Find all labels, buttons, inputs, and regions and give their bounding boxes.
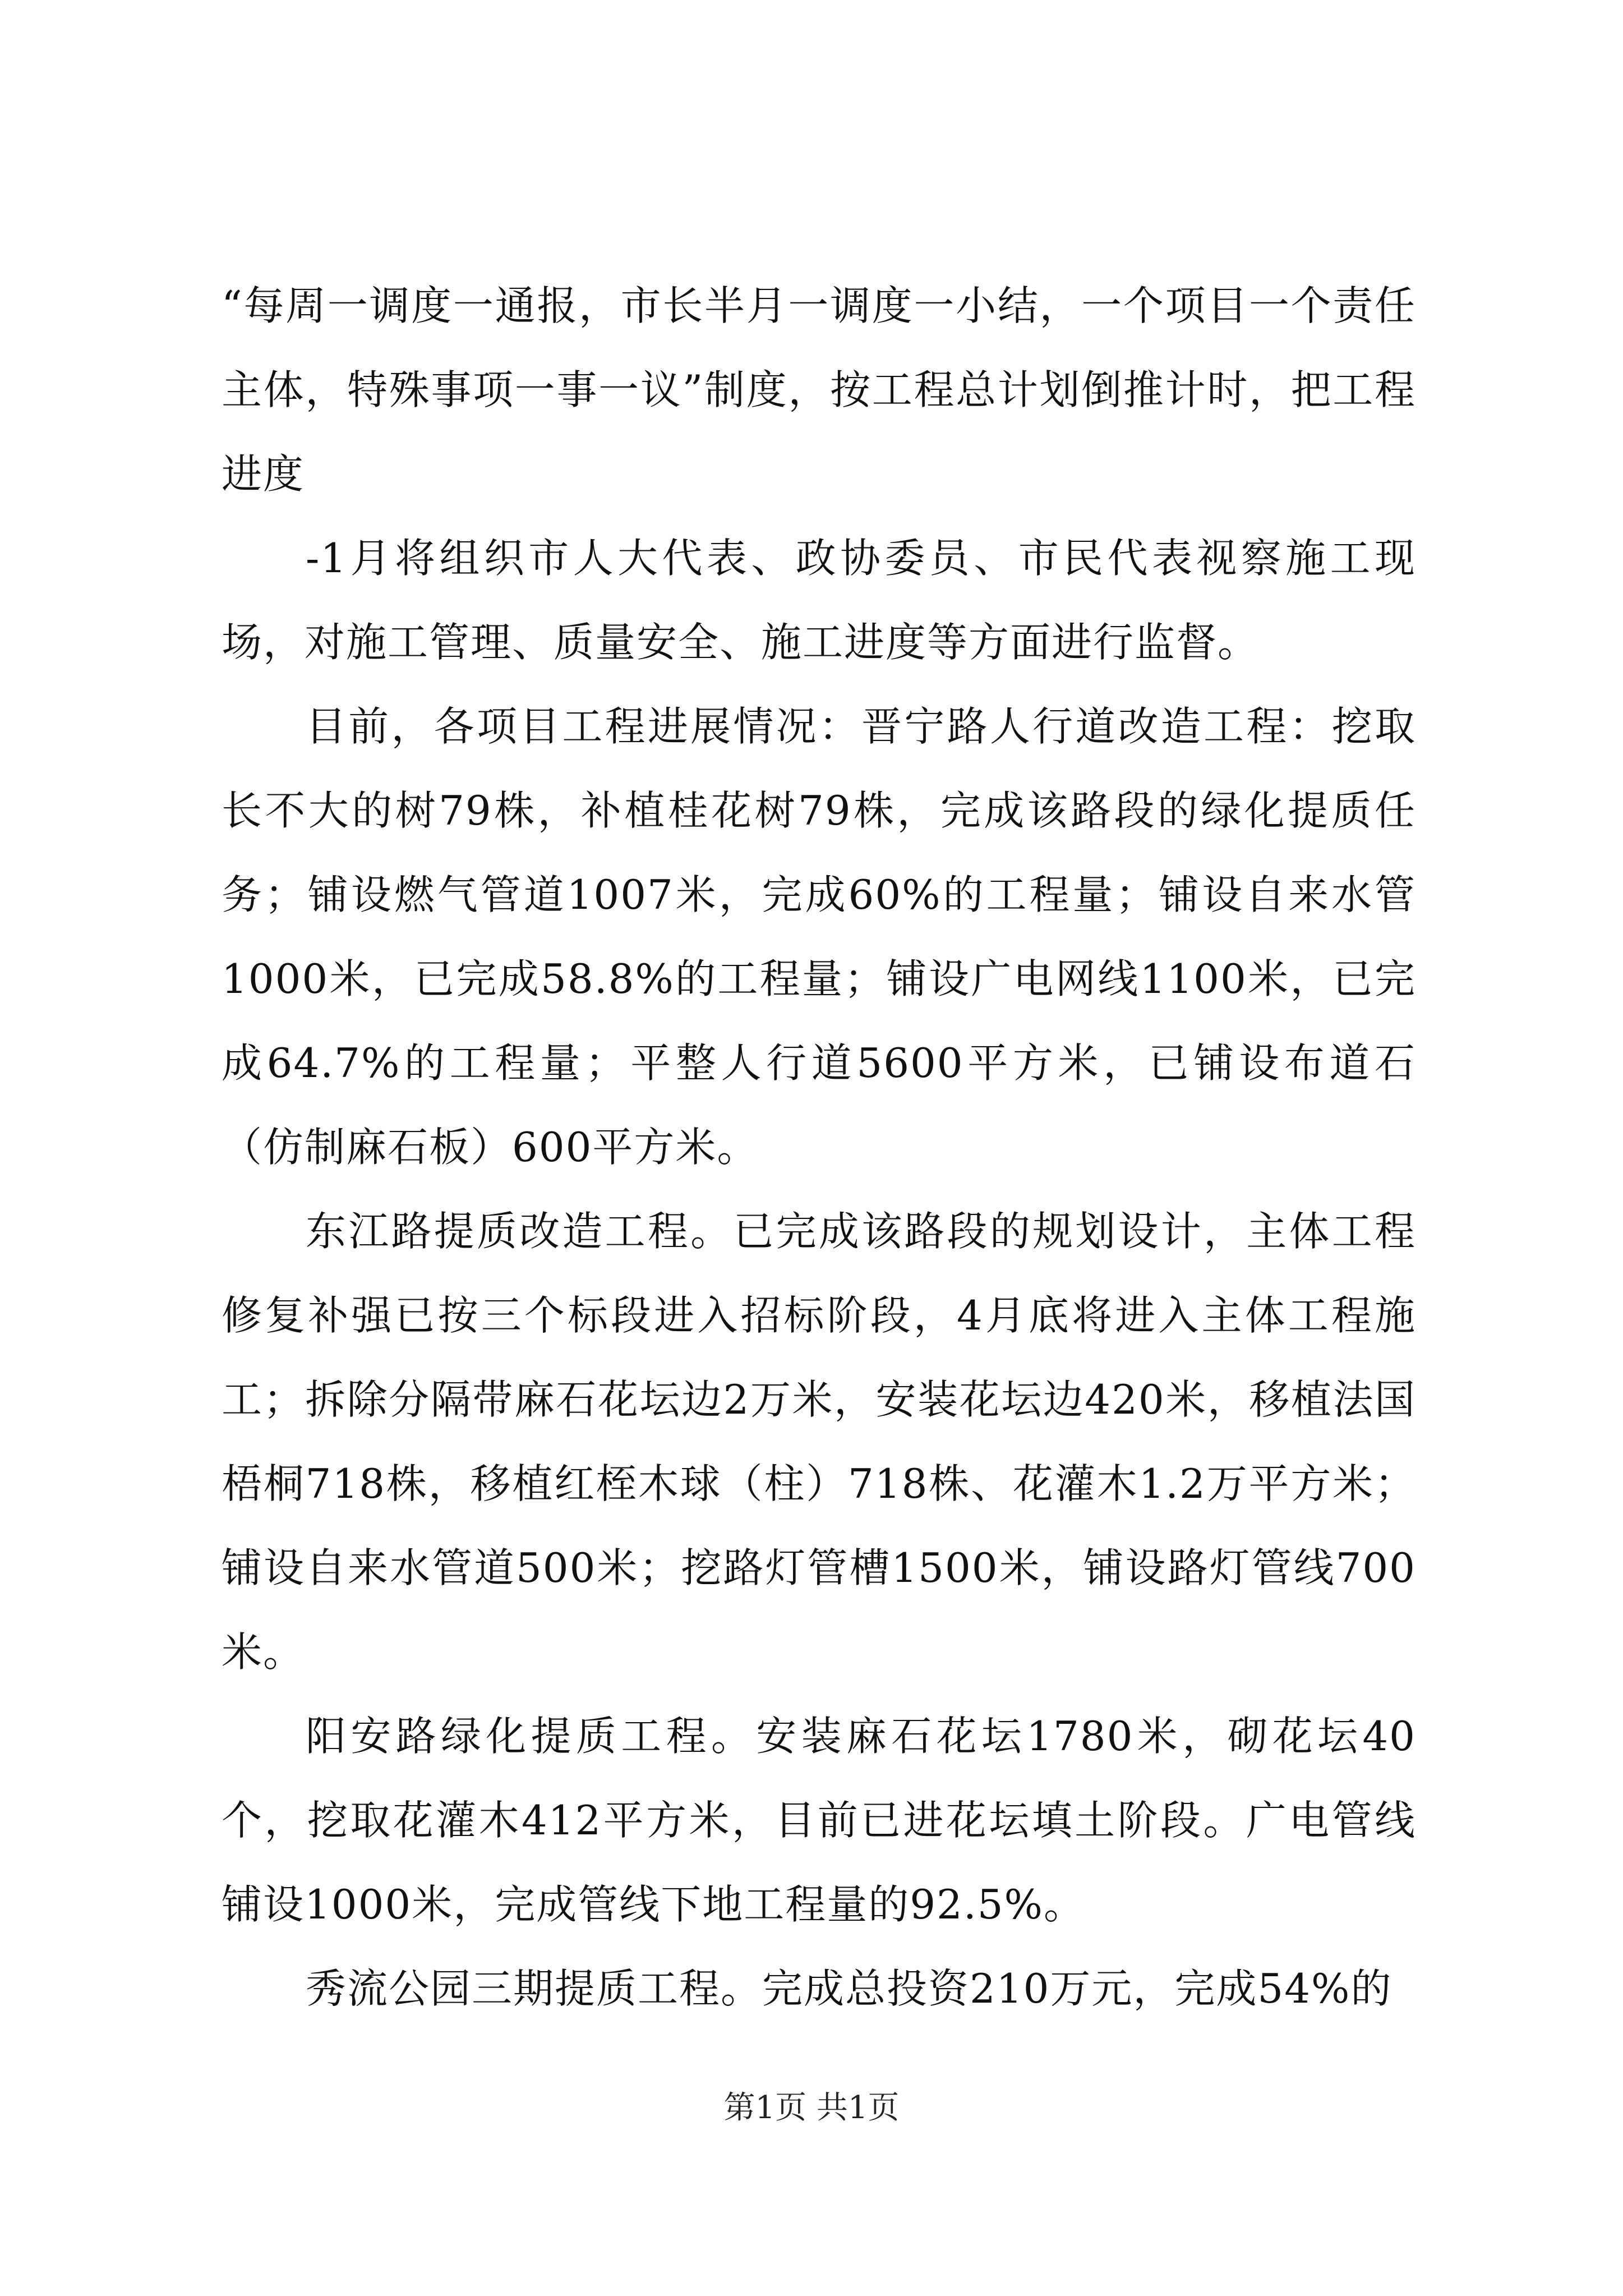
paragraph-dongjiang-road: 东江路提质改造工程。已完成该路段的规划设计，主体工程修复补强已按三个标段进入招标阶段，4月底将进入主体工程施工；拆除分隔带麻石花坛边2万米，安装花坛边420米，移植法国梧桐718株，移植红桎木球（柱）718株、花灌木1.2万平方米；铺设自来水管道500米；挖路灯管槽1500米，铺设路灯管线700米。: [222, 1208, 1416, 1676]
paragraph-schedule-system: “每周一调度一通报，市长半月一调度一小结，一个项目一个责任主体，特殊事项一事一议”制度，按工程总计划倒推计时，把工程进度: [222, 282, 1416, 498]
paragraph-xiuliu-park: 秀流公园三期提质工程。完成总投资210万元，完成54%的: [306, 1965, 1393, 2012]
paragraph-inspection-plan: -1月将组织市人大代表、政协委员、市民代表视察施工现场，对施工管理、质量安全、施工进度等方面进行监督。: [222, 535, 1416, 666]
document-body: [222, 264, 1416, 2031]
page-footer: 第1页 共1页: [723, 2090, 900, 2126]
paragraph-yangan-road: 阳安路绿化提质工程。安装麻石花坛1780米，砌花坛40个，挖取花灌木412平方米，目前已进花坛填土阶段。广电管线铺设1000米，完成管线下地工程量的92.5%。: [222, 1713, 1416, 1928]
paragraph-jinning-road: 目前，各项目工程进展情况：晋宁路人行道改造工程：挖取长不大的树79株，补植桂花树79株，完成该路段的绿化提质任务；铺设燃气管道1007米，完成60%的工程量；铺设自来水管1000米，已完成58.8%的工程量；铺设广电网线1100米，已完成64.7%的工程量；平整人行道5600平方米，已铺设布道石（仿制麻石板）600平方米。: [222, 703, 1416, 1171]
